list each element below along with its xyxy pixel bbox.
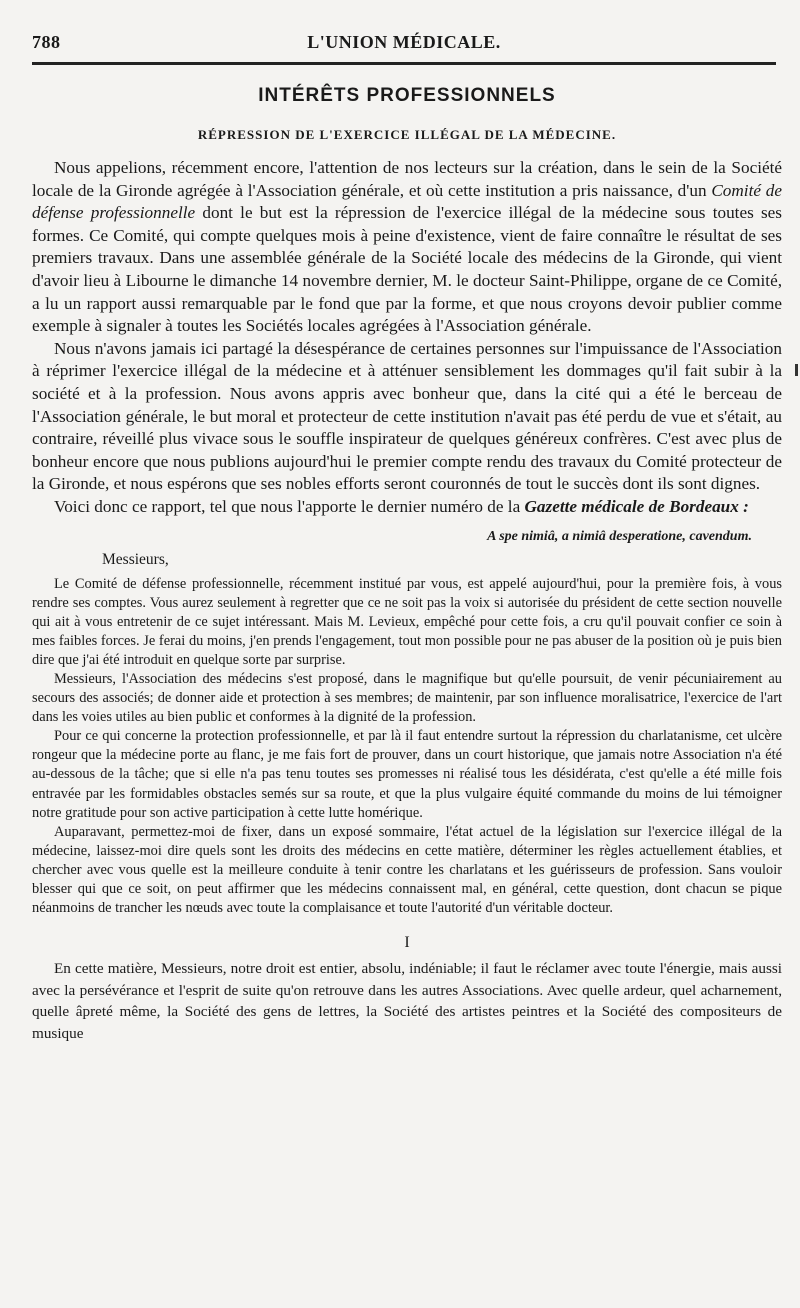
intro-paragraph-3 bbox=[32, 496, 782, 519]
intro-p3-start: Voici donc ce rapport, tel que nous l'apporte le dernier numéro de la bbox=[54, 496, 525, 516]
chapter-one-paragraph-1: En cette matière, Messieurs, notre droit est entier, absolu, indéniable; il faut le réclamer avec toute l'énergie, mais aussi avec la persévérance et l'esprit de suite qu'on retrouve dans les autres Associations. Avec quelle ardeur, quel acharnement, quelle âpreté même, la Société des gens de lettres, la Société des artistes peintres et la Société des compositeurs de musique bbox=[32, 960, 782, 1042]
report-paragraph-3: Pour ce qui concerne la protection professionnelle, et par là il faut entendre surtout la répression du charlatanisme, cet ulcère rongeur que la médecine porte au flanc, je me fais fort de prouver, dans un court historique, que jamais notre Association n'a été au-dessous de la tâche; que si elle n'a pas tenu toutes ses promesses ni réalisé tous les désidérata, c'est qu'elle a été mille fois entravée par les formidables obstacles semés sur sa route, et que la plus vulgaire équité commande du moins de lui témoigner notre gratitude pour son active participation à cette lutte homérique. bbox=[32, 728, 782, 821]
report-paragraph-4: Auparavant, permettez-moi de fixer, dans un exposé sommaire, l'état actuel de la législation sur l'exercice illégal de la médecine, laissez-moi dire quels sont les droits des médecins en cette matière, déterminer les règles actuellement établies, et chercher avec vous quelle est la meilleure conduite à tenir contre les charlatans et les guérisseurs de profession. Sans vouloir blesser qui que ce soit, on peut affirmer que les médecins connaissent mal, en général, cette question, dont chacun se pique néanmoins de trancher les nœuds avec toute la complaisance et toute l'autorité d'un véritable docteur. bbox=[32, 823, 782, 917]
intro-p1-end: dont le but est la répression de l'exercice illégal de la médecine sous toutes ses formes. Ce Comité, qui compte quelques mois à peine d'existence, vient de faire connaître le résultat de ses premiers travaux. Dans une assemblée générale de la Société locale des médecins de la Gironde, qui vient d'avoir lieu à Libourne le dimanche 14 novembre dernier, M. le docteur Saint-Philippe, organe de ce Comité, a lu un rapport aussi remarquable par le fond que par la forme, et que nous croyons devoir publier comme exemple à signaler à toutes les Sociétés locales agrégées à l'Association générale. bbox=[32, 203, 782, 336]
report-paragraph-1: Le Comité de défense professionnelle, récemment institué par vous, est appelé aujourd'hui, pour la première fois, à vous rendre ses comptes. Vous aurez seulement à regretter que ce ne soit pas la voix si autorisée du président de cette section nouvelle qui ait à vous entretenir de ce sujet intéressant. Mais M. Levieux, empêché pour cette fois, a cru qu'il pouvait confier ce soin à mes faibles forces. Je ferai du moins, j'en prends l'engagement, tout mon possible pour ne pas abuser de la position où je puis bien dire que j'ai été introduit en quelque sorte par surprise. bbox=[32, 575, 782, 668]
margin-mark bbox=[795, 364, 798, 376]
epigraph: A spe nimiâ, a nimiâ desperatione, cavendum. bbox=[487, 528, 752, 544]
salutation: Messieurs, bbox=[102, 550, 169, 568]
section-title: INTÉRÊTS PROFESSIONNELS bbox=[258, 85, 556, 106]
chapter-numeral: I bbox=[404, 934, 410, 952]
report-text bbox=[32, 575, 782, 919]
gazette-title: Gazette médicale de Bordeaux : bbox=[524, 496, 749, 516]
running-head bbox=[32, 28, 776, 65]
report-paragraph-2: Messieurs, l'Association des médecins s'est proposé, dans le magnifique but qu'elle poursuit, de venir pécuniairement au secours des associés; de donner aide et protection à ses membres; de maintenir, par son influence moralisatrice, l'exercice de l'art dans les voies utiles au bien public et conformes à la dignité de la profession. bbox=[32, 670, 782, 726]
journal-title: L'UNION MÉDICALE. bbox=[307, 32, 501, 52]
intro-paragraph-1 bbox=[32, 157, 782, 338]
chapter-one-text bbox=[32, 958, 782, 1044]
intro-paragraph-2: Nous n'avons jamais ici partagé la désespérance de certaines personnes sur l'impuissance de l'Association à réprimer l'exercice illégal de la médecine et à atténuer sensiblement les dommages qu'il fait subir à la société et à la profession. Nous avons appris avec bonheur que, dans la cité qui a été le berceau de l'Association générale, le but moral et protecteur de cette institution n'avait pas été perdu de vue et s'était, au contraire, réveillé plus vivace sous le souffle inspirateur de quelques généreux confrères. C'est avec plus de bonheur encore que nous publions aujourd'hui le premier compte rendu des travaux du Comité protecteur de la Gironde, et nous espérons que ses nobles efforts seront couronnés de tout le succès dont ils sont dignes. bbox=[32, 338, 782, 494]
subsection-title: RÉPRESSION DE L'EXERCICE ILLÉGAL DE LA MÉDECINE. bbox=[197, 127, 617, 142]
page-number: 788 bbox=[32, 32, 61, 52]
committee-name: Comité de défense professionnelle bbox=[32, 180, 782, 223]
intro-text bbox=[32, 157, 782, 519]
intro-p1-start: Nous appelions, récemment encore, l'attention de nos lecteurs sur la création, dans le sein de la Société locale de la Gironde agrégée à l'Association générale, et où cette institution a pris naissance, d'un bbox=[32, 158, 782, 200]
